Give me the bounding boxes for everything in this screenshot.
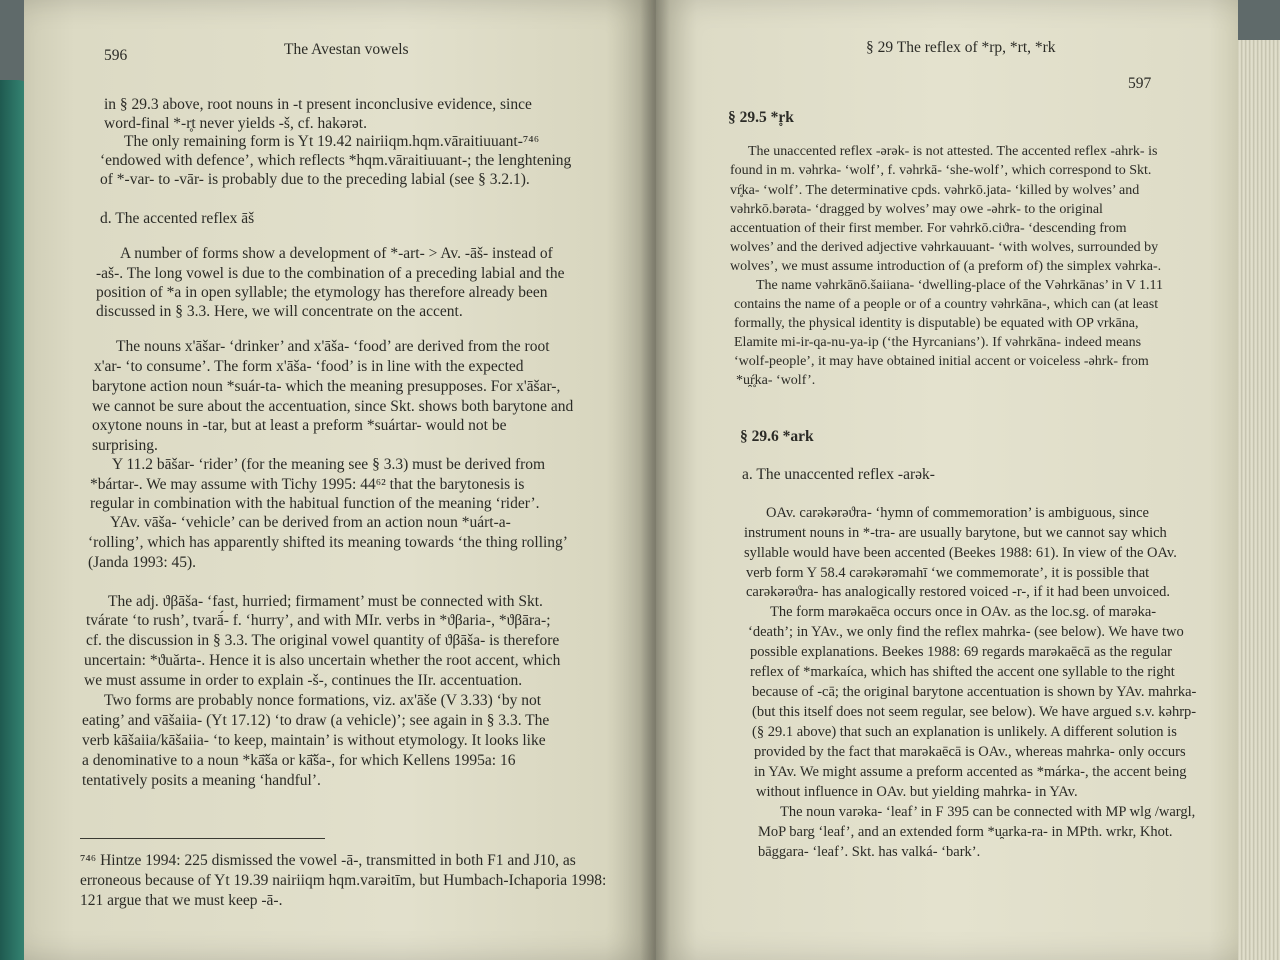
text-line: (§ 29.1 above) that such an explanation is unlikely. A different solution is (752, 724, 1177, 740)
text-line: OAv. carəkərəϑra- ‘hymn of commemoration’ is ambiguous, since (766, 505, 1149, 521)
text-line: MoP barg ‘leaf’, and an extended form *u̯arka-ra- in MPth. wrkr, Khot. (758, 824, 1173, 840)
right-running-head: § 29 The reflex of *rp, *rt, *rk (866, 39, 1056, 56)
text-line: (Janda 1993: 45). (88, 554, 197, 571)
text-line: carəkərəϑra- has analogically restored voiced -r-, if it had been unvoiced. (746, 584, 1170, 600)
text-line: tvárate ‘to rush’, tvarā́- f. ‘hurry’, and with MIr. verbs in *ϑβaria-, *ϑβāra-; (86, 612, 551, 629)
footnote-line: erroneous because of Yt 19.39 nairiiqm hqm.varəitīm, but Humbach-Ichaporia 1998: (80, 872, 607, 889)
text-line: verb kāšaiia/kāšaiia- ‘to keep, maintain’ is without etymology. It looks like (82, 732, 546, 749)
text-line: we must assume in order to explain -š-, continues the IIr. accentuation. (84, 672, 523, 689)
section-heading: § 29.6 *ark (740, 428, 814, 445)
page-edges (1238, 40, 1280, 960)
text-line: vəhrkō.bərəta- ‘dragged by wolves’ may owe -əhrk- to the original (730, 202, 1103, 217)
text-line: Two forms are probably nonce formations, viz. ax'āše (V 3.33) ‘by not (104, 692, 542, 709)
text-line: verb form Y 58.4 carəkərəmahī ‘we commemorate’, it is possible that (746, 565, 1150, 581)
text-line: barytone action noun *suár-ta- which the meaning presupposes. For x'āšar-, (92, 378, 561, 395)
text-line: surprising. (92, 437, 158, 454)
text-line: regular in combination with the habitual function of the meaning ‘rider’. (90, 495, 540, 512)
text-line: The name vəhrkānō.šaiiana- ‘dwelling-place of the Vəhrkānas’ in V 1.11 (756, 278, 1164, 293)
text-line: oxytone nouns in -tar, but at least a preform *suártar- would not be (92, 417, 507, 434)
book-gutter (640, 0, 670, 960)
footnote-line: ⁷⁴⁶ Hintze 1994: 225 dismissed the vowel -ā-, transmitted in both F1 and J10, as (80, 852, 576, 869)
text-line: a denominative to a noun *kā̆ša or kā̆ša-, for which Kellens 1995a: 16 (82, 752, 516, 769)
text-line: accentuation of their first member. For vəhrkō.ciϑra- ‘descending from (730, 221, 1127, 236)
text-line: The only remaining form is Yt 19.42 nairiiqm.hqm.vāraitiuuant-⁷⁴⁶ (124, 133, 540, 150)
text-line: -aš-. The long vowel is due to the combination of a preceding labial and the (96, 265, 565, 282)
text-line: reflex of *markaíca, which has shifted the accent one syllable to the right (750, 664, 1175, 680)
text-line: tentatively posits a meaning ‘handful’. (82, 772, 321, 789)
text-line: wolves’ and the derived adjective vəhrkauuant- ‘with wolves, surrounded by (730, 240, 1159, 255)
text-line: discussed in § 3.3. Here, we will concentrate on the accent. (96, 303, 463, 320)
text-line: in YAv. We might assume a preform accented as *márka-, the accent being (754, 764, 1187, 780)
text-line: uncertain: *ϑuărta-. Hence it is also uncertain whether the root accent, which (84, 652, 561, 669)
text-line: of *-var- to -vār- is probably due to the preceding labial (see § 3.2.1). (100, 171, 530, 188)
text-line: in § 29.3 above, root nouns in -t present inconclusive evidence, since (104, 96, 532, 113)
text-line: Elamite mi-ir-qa-nu-ya-ip (‘the Hyrcanians’). If vəhrkāna- indeed means (734, 335, 1142, 350)
section-heading: d. The accented reflex āš (100, 210, 255, 227)
text-line: ‘endowed with defence’, which reflects *hqm.vāraitiuuant-; the lenghtening (100, 152, 572, 169)
text-line: bāggara- ‘leaf’. Skt. has valká- ‘bark’. (758, 844, 981, 860)
text-line: The nouns x'āšar- ‘drinker’ and x'āša- ‘food’ are derived from the root (116, 338, 550, 355)
text-line: The form marəkaēca occurs once in OAv. as the loc.sg. of marəka- (770, 604, 1157, 620)
text-line: The adj. ϑβāša- ‘fast, hurried; firmament’ must be connected with Skt. (108, 593, 543, 610)
text-line: x'ar- ‘to consume’. The form x'āša- ‘food’ is in line with the expected (94, 358, 524, 375)
text-line: syllable would have been accented (Beekes 1988: 61). In view of the OAv. (744, 545, 1177, 561)
text-line: cf. the discussion in § 3.3. The original vowel quantity of ϑβāša- is therefore (86, 632, 560, 649)
text-line: (but this itself does not seem regular, see below). We have argued s.v. kəhrp- (752, 704, 1197, 720)
text-line: vŕ̥ka- ‘wolf’. The determinative cpds. vəhrkō.jata- ‘killed by wolves’ and (730, 183, 1140, 198)
section-heading: § 29.5 *r̥k (728, 109, 794, 126)
text-line: Y 11.2 bāšar- ‘rider’ (for the meaning see § 3.3) must be derived from (112, 456, 546, 473)
text-line: A number of forms show a development of *-art- > Av. -āš- instead of (120, 245, 553, 262)
text-line: ‘rolling’, which has apparently shifted its meaning towards ‘the thing rolling’ (88, 534, 568, 551)
text-line: *bártar-. We may assume with Tichy 1995: 44⁶² that the barytonesis is (90, 476, 525, 493)
footnote-line: 121 argue that we must keep -ā-. (80, 892, 283, 909)
text-line: word-final *-r̥t never yields -š, cf. hakərət. (104, 115, 367, 132)
text-line: without influence in OAv. but yielding mahrka- in YAv. (756, 784, 1078, 800)
subsection-heading: a. The unaccented reflex -arək- (742, 466, 935, 483)
text-line: possible explanations. Beekes 1988: 69 regards marəkaēcā as the regular (750, 644, 1172, 660)
right-page-number: 597 (1128, 75, 1152, 92)
text-line: The unaccented reflex -ərək- is not attested. The accented reflex -ahrk- is (748, 144, 1158, 159)
footnote-rule (80, 838, 325, 839)
text-line: provided by the fact that marəkaēcā is OAv., whereas mahrka- only occurs (754, 744, 1186, 760)
text-line: wolves’, we must assume introduction of (a preform of) the simplex vəhrka-. (730, 259, 1162, 274)
text-line: found in m. vəhrka- ‘wolf’, f. vəhrkā- ‘she-wolf’, which correspond to Skt. (730, 163, 1152, 178)
text-line: ‘death’; in YAv., we only find the reflex mahrka- (see below). We have two (748, 624, 1184, 640)
text-line: contains the name of a people or of a country vəhrkāna-, which can (at least (734, 297, 1159, 312)
text-line: position of *a in open syllable; the etymology has therefore already been (96, 284, 548, 301)
text-line: eating’ and vāšaiia- (Yt 17.12) ‘to draw (a vehicle)’; see again in § 3.3. The (82, 712, 550, 729)
left-page-number: 596 (104, 47, 128, 64)
text-line: ‘wolf-people’, it may have obtained initial accent or voiceless -əhrk- from (734, 354, 1149, 369)
text-line: formally, the physical identity is disputable) be equated with OP vrkāna, (734, 316, 1139, 331)
text-line: we cannot be sure about the accentuation, since Skt. shows both barytone and (92, 398, 574, 415)
text-line: *u̯ŕ̥ka- ‘wolf’. (736, 373, 816, 388)
left-running-head: The Avestan vowels (284, 41, 409, 58)
text-line: YAv. vāša- ‘vehicle’ can be derived from an action noun *uárt-a- (110, 514, 511, 531)
text-line: because of -cā; the original barytone accentuation is shown by YAv. mahrka- (752, 684, 1197, 700)
text-line: The noun varəka- ‘leaf’ in F 395 can be connected with MP wlg /wargl, (780, 804, 1196, 820)
text-line: instrument nouns in *-tra- are usually barytone, but we cannot say which (744, 525, 1167, 541)
